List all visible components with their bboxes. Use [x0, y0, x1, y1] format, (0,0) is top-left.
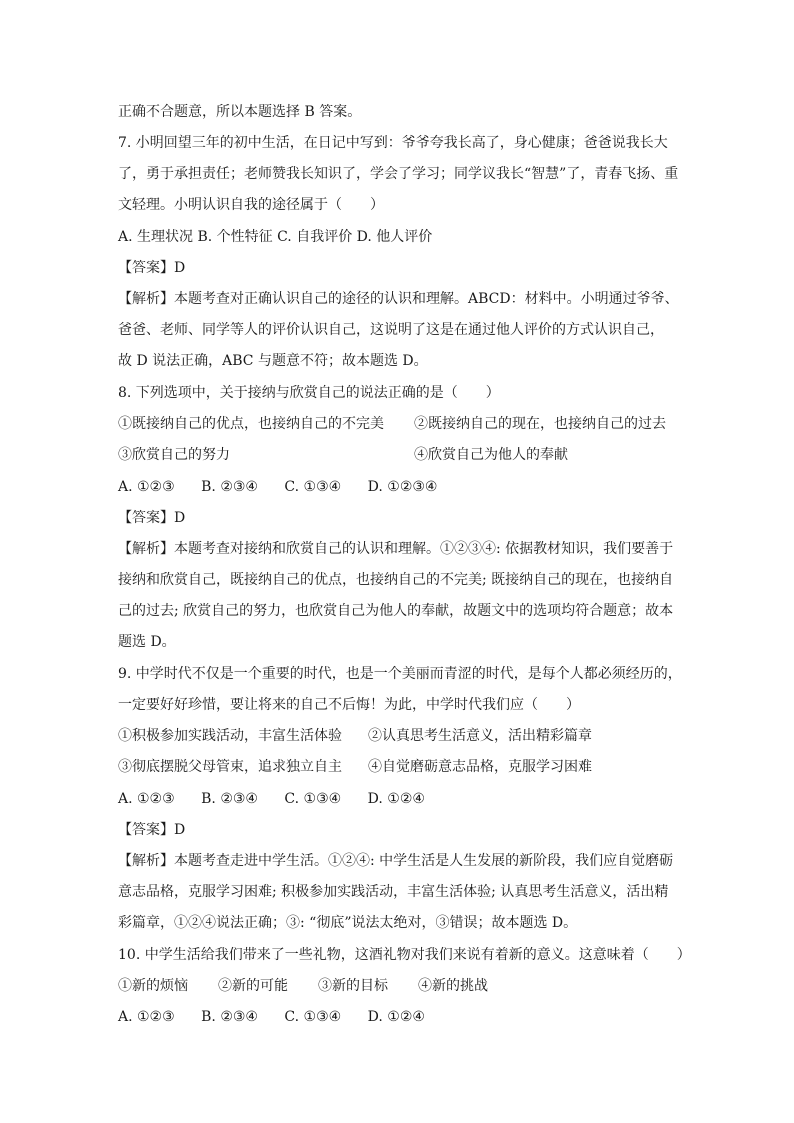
q7-stem-line-3: 文轻理。小明认识自我的途径属于（ ）	[118, 197, 384, 213]
q9-option-4: ④自觉磨砺意志品格，克服学习困难	[368, 759, 592, 775]
q8-choice-b: B. ②③④	[201, 479, 258, 495]
q7-choices: A. 生理状况 B. 个性特征 C. 自我评价 D. 他人评价	[118, 229, 433, 245]
q8-analysis-line-1: 【解析】本题考查对接纳和欣赏自己的认识和理解。①②③④: 依据教材知识，我们要善于	[118, 541, 674, 557]
q8-stem: 8. 下列选项中，关于接纳与欣赏自己的说法正确的是（ ）	[118, 385, 500, 401]
q8-option-3: ③欣赏自己的努力	[118, 447, 230, 463]
q8-analysis-line-2: 接纳和欣赏自己，既接纳自己的优点，也接纳自己的不完美; 既接纳自己的现在，也接纳自	[118, 572, 674, 588]
q8-choice-d: D. ①②③④	[367, 479, 438, 495]
q7-analysis-line-1: 【解析】本题考查对正确认识自己的途径的认识和理解。ABCD：材料中。小明通过爷爷、	[118, 291, 679, 307]
q8-answer: 【答案】D	[118, 510, 186, 526]
q10-stem: 10. 中学生活给我们带来了一些礼物，这酒礼物对我们来说有着新的意义。这意味着（ ）	[118, 947, 691, 963]
q9-stem-line-1: 9. 中学时代不仅是一个重要的时代，也是一个美丽而青涩的时代，是每个人都必须经历的，	[118, 666, 682, 682]
q10-choice-b: B. ②③④	[201, 1009, 258, 1025]
q8-options-row-1	[118, 414, 688, 434]
q8-choice-a: A. ①②③	[118, 479, 175, 495]
q9-choice-c: C. ①③④	[284, 791, 342, 807]
q9-option-3: ③彻底摆脱父母管束，追求独立自主	[118, 759, 342, 775]
q7-answer: 【答案】D	[118, 260, 186, 276]
q6-analysis-tail: 正确不合题意，所以本题选择 B 答案。	[118, 104, 362, 120]
q9-choice-a: A. ①②③	[118, 791, 175, 807]
q7-stem-line-1: 7. 小明回望三年的初中生活，在日记中写到：爷爷夸我长高了，身心健康；爸爸说我长大	[118, 135, 668, 151]
q10-choice-c: C. ①③④	[284, 1009, 342, 1025]
q9-choice-d: D. ①②④	[367, 791, 425, 807]
q7-analysis-line-2: 爸爸、老师、同学等人的评价认识自己，这说明了这是在通过他人评价的方式认识自己，	[118, 322, 664, 338]
q8-analysis-line-4: 题选 D。	[118, 634, 176, 650]
q9-stem-line-2: 一定要好好珍惜，要让将来的自己不后悔！为此，中学时代我们应（ ）	[118, 697, 580, 713]
q10-option-4: ④新的挑战	[418, 978, 488, 994]
q9-analysis-line-2: 意志品格，克服学习困难; 积极参加实践活动，丰富生活体验; 认真思考生活意义，活出精	[118, 884, 669, 900]
q8-analysis-line-3: 己的过去; 欣赏自己的努力，也欣赏自己为他人的奉献，故题文中的选项均符合题意；故本	[118, 603, 674, 619]
q9-choices	[118, 789, 688, 809]
q9-option-1: ①积极参加实践活动，丰富生活体验	[118, 728, 342, 744]
q10-choices	[118, 1007, 688, 1027]
q8-choices	[118, 477, 688, 497]
q9-options-row-1	[118, 726, 688, 746]
q10-option-3: ③新的目标	[318, 978, 388, 994]
q7-analysis-line-3: 故 D 说法正确，ABC 与题意不符；故本题选 D。	[118, 353, 428, 369]
q7-stem-line-2: 了，勇于承担责任；老师赞我长知识了，学会了学习；同学议我长“智慧”了，青春飞扬、重	[118, 166, 679, 182]
q8-options-row-2	[118, 445, 688, 465]
q9-answer: 【答案】D	[118, 822, 186, 838]
q8-option-1: ①既接纳自己的优点，也接纳自己的不完美	[118, 416, 384, 432]
q8-choice-c: C. ①③④	[284, 479, 342, 495]
q9-analysis-line-1: 【解析】本题考查走进中学生活。①②④: 中学生活是人生发展的新阶段，我们应自觉磨砺	[118, 853, 674, 869]
q10-choice-d: D. ①②④	[367, 1009, 425, 1025]
q9-option-2: ②认真思考生活意义，活出精彩篇章	[368, 728, 592, 744]
q10-option-2: ②新的可能	[218, 978, 288, 994]
q9-options-row-2	[118, 757, 688, 777]
q9-choice-b: B. ②③④	[201, 791, 258, 807]
q8-option-4: ④欣赏自己为他人的奉献	[414, 447, 568, 463]
q10-option-1: ①新的烦恼	[118, 978, 188, 994]
q10-choice-a: A. ①②③	[118, 1009, 175, 1025]
q9-analysis-line-3: 彩篇章，①②④说法正确；③: “彻底”说法太绝对，③错误；故本题选 D。	[118, 915, 578, 931]
q10-options-row	[118, 976, 688, 996]
q8-option-2: ②既接纳自己的现在，也接纳自己的过去	[414, 416, 666, 432]
